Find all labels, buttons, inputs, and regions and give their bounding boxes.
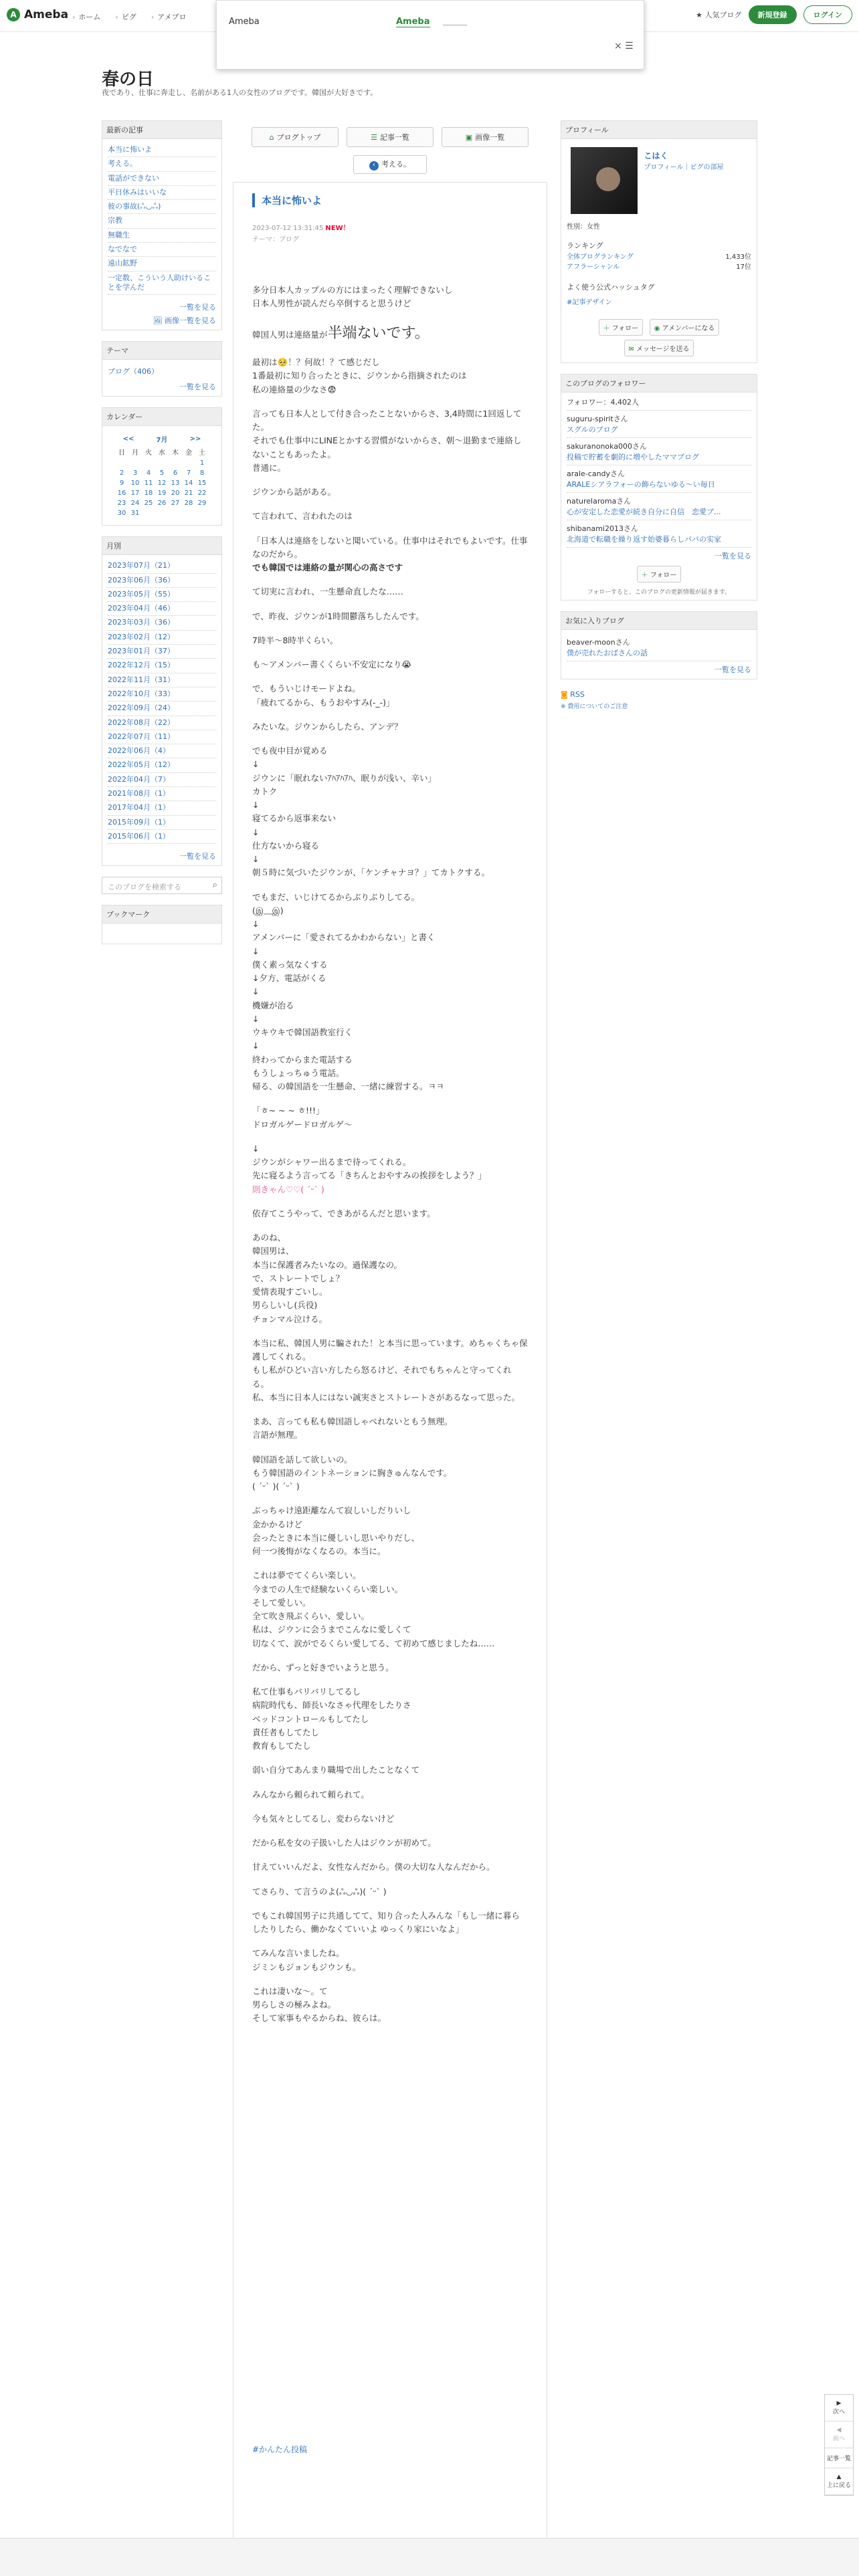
article-theme[interactable]: テーマ：ブログ <box>252 236 299 243</box>
nav-ameblo[interactable]: › アメブロ <box>151 11 187 22</box>
article-paragraph: でもこれ韓国男子に共通してて、知り合った人みんな「もし一緒に暮らしたりしたら、働かなくていいよ ゆっくり家にいなよ」 <box>252 1910 520 1935</box>
calendar-day <box>182 508 195 518</box>
favorites-more-link[interactable]: 一覧を見る <box>714 665 751 674</box>
follower-item[interactable] <box>567 411 751 438</box>
calendar-day[interactable]: 4 <box>146 469 151 477</box>
tab-article-list[interactable]: ☰ 記事一覧 <box>347 127 434 147</box>
monthly-list <box>102 555 221 848</box>
recent-article-item[interactable]: 考える。 <box>108 157 216 171</box>
recent-article-item[interactable]: 宗教 <box>108 214 216 228</box>
calendar-month: 7月 <box>156 437 168 445</box>
follow-button[interactable]: ＋ フォロー <box>599 319 644 336</box>
calendar-day[interactable]: 15 <box>197 479 207 488</box>
arrow-left-icon: ‹ <box>369 161 379 171</box>
article-paragraph: 韓国語を話して欲しいの。 もう韓国語のイントネーションに胸きゅんなんです。 ( ˊᵕˋ )( ˊᵕˋ ) <box>252 1454 452 1492</box>
calendar-day[interactable]: 26 <box>157 500 167 508</box>
follower-blog-title: ARALEシアラフォーの飾らないゆる〜い毎日 <box>567 480 715 489</box>
tab-image-list[interactable]: ▣ 画像一覧 <box>442 127 529 147</box>
article-paragraph: 7時半〜8時半くらい。 <box>252 635 339 645</box>
recent-article-item[interactable]: 無職生 <box>108 229 216 243</box>
image-icon: ▣ <box>465 133 473 142</box>
next-button[interactable]: ▶ 次へ <box>825 2395 853 2422</box>
article-paragraph: これは夢でてくらい楽しい。 今までの人生で経験ないくらい楽しい。 そして愛しい。 全て吹き飛ぶくらい、愛しい。 私は、ジウンに会うまでこんなに愛しくて 切なくて、涙がでるくらい愛してる、て初めて感じましたね…… <box>252 1570 495 1648</box>
recent-article-item[interactable]: 平日休みはいいな <box>108 186 216 200</box>
calendar-table <box>115 433 209 518</box>
follower-item[interactable] <box>567 438 751 465</box>
left-sidebar <box>102 120 222 955</box>
prev-button[interactable]: ◀ 前へ <box>825 2422 853 2448</box>
article-title[interactable]: 本当に怖いよ <box>252 193 528 207</box>
followers-list <box>567 411 751 548</box>
followers-box <box>561 374 757 601</box>
article-paragraph: 今も気々としてるし、変わらないけど <box>252 1813 395 1824</box>
profile-box <box>561 120 757 363</box>
ameba-logo-icon: A <box>7 8 20 21</box>
calendar-weekday: 金 <box>185 449 192 457</box>
article-list-button[interactable]: 記事一覧 <box>825 2448 853 2468</box>
popular-blog-link[interactable]: ★ 人気ブログ <box>696 11 742 19</box>
calendar-day[interactable]: 18 <box>144 490 153 498</box>
article-paragraph: 韓国人男は連絡量が半端ないです。 <box>252 324 430 342</box>
arrow-up-icon: ▲ <box>836 2474 842 2480</box>
footer <box>0 2538 859 2576</box>
calendar-prev[interactable]: << <box>122 435 134 443</box>
calendar-day[interactable]: 10 <box>130 479 140 488</box>
calendar-day[interactable]: 3 <box>132 469 138 477</box>
follower-blog-title: 心が安定した恋愛が続き自分に自信 恋愛ブ... <box>567 508 721 516</box>
popup-close-icon[interactable]: × ☰ <box>614 41 634 51</box>
nav-pigg[interactable]: › ピグ <box>115 11 136 22</box>
list-icon: ☰ <box>371 133 377 142</box>
follower-item[interactable] <box>567 465 751 493</box>
article-paragraph: で、もういじけモードよね。 「疲れてるから、もうおやすみ(-_-)」 <box>252 683 395 708</box>
calendar-day[interactable]: 30 <box>117 510 126 518</box>
calendar-day[interactable]: 22 <box>197 490 207 498</box>
rank-all-row: 全体ブログランキング 1,433位 <box>567 253 751 261</box>
article-paragraph: みたいな。ジウンからしたら、アンデ？ <box>252 721 403 732</box>
recent-images-link[interactable]: 🖼 画像一覧を見る <box>153 316 216 326</box>
blog-tabs <box>233 127 547 147</box>
article-paragraph: みんなから頼られて頼られて。 <box>252 1789 369 1800</box>
article-paragraph: ジウンから話がある。 <box>252 487 337 498</box>
recent-article-item[interactable]: 一定数、こういう人助けいることを学んだ <box>108 272 216 296</box>
monthly-archive-item[interactable]: 2023年07月（21） <box>108 559 216 573</box>
ranking-heading: ランキング <box>567 241 603 250</box>
bookmark-box <box>102 905 222 944</box>
recent-article-item[interactable]: 遠山鉱野 <box>108 257 216 271</box>
calendar-day <box>169 508 182 518</box>
bookmark-heading: ブックマーク <box>102 905 221 924</box>
follower-blog-title: 投稿で貯蓄を劇的に増やしたママブログ <box>567 453 699 461</box>
calendar-weekday: 月 <box>132 449 138 457</box>
favorites-heading: お気に入りブログ <box>561 612 757 630</box>
article-paragraph: 依存てこうやって、できあがるんだと思います。 <box>252 1208 436 1218</box>
blog-search-input[interactable]: このブログを検索する ⌕ <box>102 877 222 894</box>
calendar-weekday: 土 <box>199 449 205 457</box>
tab-blog-top[interactable]: ⌂ ブログトップ <box>252 127 339 147</box>
calendar-day <box>155 458 169 468</box>
monthly-archive-item[interactable]: 2023年03月（36） <box>108 616 216 630</box>
calendar-weekday: 木 <box>172 449 179 457</box>
calendar-day[interactable]: 1 <box>199 459 205 467</box>
calendar-day[interactable]: 25 <box>144 500 153 508</box>
calendar-day[interactable]: 5 <box>159 469 165 477</box>
right-floating-nav <box>824 2394 854 2496</box>
monthly-archive-item[interactable]: 2022年04月（7） <box>108 773 216 787</box>
calendar-day <box>115 458 128 468</box>
follower-blog-title: 北海道で転職を繰り返す始婆暮らしパパの实家 <box>567 535 721 544</box>
calendar-day <box>182 458 195 468</box>
calendar-day[interactable]: 14 <box>184 479 193 488</box>
monthly-archive-item[interactable]: 2023年04月（46） <box>108 602 216 616</box>
follower-name: arale-candyさん <box>567 469 626 478</box>
monthly-archive-item[interactable]: 2023年01月（37） <box>108 645 216 659</box>
calendar-day[interactable]: 2 <box>119 469 124 477</box>
calendar-day <box>142 458 155 468</box>
follower-item[interactable] <box>567 520 751 548</box>
main-content <box>233 127 547 2563</box>
rss-icon: ◙ <box>561 690 568 699</box>
calendar-weekday: 水 <box>159 449 165 457</box>
right-sidebar <box>561 120 757 710</box>
monthly-archive-item[interactable]: 2022年07月（11） <box>108 730 216 744</box>
article-paragraph: だから私を女の子扱いした人はジウンが初めて。 <box>252 1838 436 1848</box>
article-paragraph: 多分日本人カップルの方にはまったく理解できないし 日本人男性が読んだら卒倒すると思うけど <box>252 285 453 309</box>
header-popup <box>216 0 644 70</box>
article-paragraph: 最初は🥺！？何故！？て感じだし 1番最初に知り合ったときに、ジウンから指摘されたのは 私の連絡量の少なさ😨 <box>252 357 467 395</box>
monthly-archive-item[interactable]: 2023年06月（36） <box>108 574 216 588</box>
article-paragraph: でもまだ、いじけてるからぶりぶりしてる。 (இ﹏இ) ↓ アメンバーに「愛されてるかわからない」と書く ↓ 僕く素っ気なくする ↓夕方、電話がくる ↓ 機嫌が治る ↓ ウキウキで韓国語教室行く ↓ 終わってからまた電話する もうしょっちゅう電話。 帰る、の韓国語を一生懸命、一緒に練習する。ㅋㅋ <box>252 891 444 1092</box>
follower-name: naturelaromaさん <box>567 497 632 506</box>
monthly-archive-item[interactable]: 2022年12月（15） <box>108 659 216 673</box>
calendar-day <box>169 458 182 468</box>
article-paragraph: てみんな言いましたね。 ジミンもジョンもジウンも。 <box>252 1948 361 1972</box>
calendar-day[interactable]: 7 <box>186 469 191 477</box>
calendar-day[interactable]: 28 <box>184 500 193 508</box>
monthly-archive-item[interactable]: 2022年10月（33） <box>108 687 216 702</box>
monthly-box <box>102 536 222 866</box>
article-paragraph: 言っても日本人として付き合ったことないからさ、3,4時間に1回返してた。 それでも仕事中にLINEとかする習慣がないからさ、朝〜退勤まで連絡しないこともあったよ。 普通に。 <box>252 408 522 473</box>
recent-article-item[interactable]: 電話ができない <box>108 172 216 186</box>
article-paragraph: 本当に私、韓国人男に騙された！と本当に思っています。めちゃくちゃ保護してくれる。 もし私がひどい言い方したら怒るけど、それでもちゃんと守ってくれる。 私、本当に日本人にはない誠実さとストレートさがあるなって思った。 <box>252 1337 528 1402</box>
article-paragraph: ↓ ジウンがシャワー出るまで待ってくれる。 先に寝るよう言ってる「きちんとおやすみの挨拶をしよう？」 則きゃん♡♡( ˊᵕˋ ) <box>252 1143 487 1194</box>
article <box>233 182 547 2563</box>
calendar-day <box>128 458 142 468</box>
scroll-top-button[interactable]: ▲ 上に戻る <box>825 2468 853 2495</box>
follow-note: フォローすると、このブログの更新情報が届きます。 <box>587 589 731 596</box>
image-icon: 🖼 <box>153 316 163 326</box>
article-paragraph: これは凄いな〜。て 男らしさの極みよね。 そして家事もやるからね、彼らは。 <box>252 1985 387 2024</box>
monthly-archive-item[interactable]: 2022年06月（4） <box>108 744 216 758</box>
monthly-archive-item[interactable]: 2022年09月（24） <box>108 702 216 716</box>
follower-blog-title: スグルのブログ <box>567 425 618 434</box>
monthly-archive-item[interactable]: 2017年04月（1） <box>108 801 216 815</box>
calendar-day[interactable]: 27 <box>171 500 180 508</box>
mail-icon: ✉ <box>628 346 634 353</box>
calendar-day[interactable]: 20 <box>171 490 180 498</box>
amember-icon: ◉ <box>654 325 660 332</box>
blog-title[interactable]: 春の日 <box>102 70 155 90</box>
monthly-archive-item[interactable]: 2023年05月（55） <box>108 588 216 602</box>
calendar-day <box>155 508 169 518</box>
recent-articles-list <box>102 139 221 299</box>
article-paragraph: だから、ずっと好きでいようと思う。 <box>252 1662 394 1673</box>
message-button[interactable]: ✉ メッセージを送る <box>624 340 694 356</box>
article-body <box>252 284 528 2026</box>
follower-name: suguru-spiritさん <box>567 415 628 423</box>
avatar[interactable] <box>571 147 638 214</box>
calendar-day[interactable]: 29 <box>197 500 207 508</box>
article-paragraph: まあ、言っても私も韓国語しゃべれないともう無理。 言語が無理。 <box>252 1416 453 1440</box>
calendar-day[interactable]: 12 <box>157 479 167 488</box>
plus-icon: ＋ <box>603 325 610 332</box>
profile-links[interactable]: プロフィール｜ピグの部屋 <box>644 164 724 171</box>
follow-button-2[interactable]: ＋ フォロー <box>637 566 682 582</box>
header-nav <box>72 11 187 22</box>
crown-icon: ★ <box>696 11 703 19</box>
calendar-day[interactable]: 24 <box>130 500 140 508</box>
calendar-weekday: 日 <box>118 449 125 457</box>
theme-item[interactable]: ブログ（406） <box>108 367 159 377</box>
profile-gender: 性別：女性 <box>567 223 600 231</box>
plus-icon: ＋ <box>641 572 648 579</box>
article-paragraph: も〜アメンバー書くくらい不安定になり😭 <box>252 659 411 670</box>
hashtag-link[interactable]: #記事デザイン <box>567 299 612 306</box>
article-paragraph: 「ㅎ~ ~ ~ ㅎ!!!」 ドロガルゲードロガルゲ〜 <box>252 1105 353 1130</box>
followers-more-link[interactable]: 一覧を見る <box>714 552 751 560</box>
followers-heading: このブログのフォロワー <box>561 374 757 393</box>
login-button[interactable]: ログイン <box>803 5 852 24</box>
hashtag-heading: よく使う公式ハッシュタグ <box>567 283 655 292</box>
article-paragraph: て言われて、言われたのは <box>252 511 353 522</box>
calendar-day[interactable]: 8 <box>199 469 205 477</box>
blog-description: 夜であり、仕事に奔走し、名前がある1人の女性のブログです。韓国が大好きです。 <box>102 88 378 97</box>
article-hashtag[interactable]: #かんたん投稿 <box>252 2445 308 2454</box>
calendar-day[interactable]: 16 <box>117 490 126 498</box>
calendar-day[interactable]: 23 <box>117 500 126 508</box>
theme-heading: テーマ <box>102 342 221 360</box>
play-icon: ▶ <box>836 2400 842 2407</box>
article-paragraph: 弱い自分てあんまり職場で出したことなくて <box>252 1765 420 1776</box>
calendar-day <box>142 508 155 518</box>
calendar-day[interactable]: 19 <box>157 490 167 498</box>
monthly-archive-item[interactable]: 2022年08月（22） <box>108 716 216 730</box>
rss-link[interactable]: ◙ RSS <box>561 690 585 699</box>
rss-note[interactable]: ※ 費用についてのご注意 <box>561 704 628 710</box>
new-badge: NEW！ <box>325 225 350 232</box>
monthly-archive-item[interactable]: 2015年09月（1） <box>108 816 216 830</box>
search-icon[interactable]: ⌕ <box>212 880 217 891</box>
article-paragraph: てさらり、て言うのよ(ஃ◡ஃ)( ˊᵕˋ ) <box>252 1886 387 1897</box>
calendar-day[interactable]: 11 <box>144 479 153 488</box>
recent-article-item[interactable]: 彼の事故(ஃ◡ஃ) <box>108 200 216 214</box>
recent-articles-heading: 最新の記事 <box>102 121 221 139</box>
monthly-archive-item[interactable]: 2023年02月（12） <box>108 631 216 645</box>
article-paragraph: て切実に言われ、一生懸命直したな…… <box>252 586 403 597</box>
calendar-day <box>195 508 209 518</box>
follower-name: sakuranonoka000さん <box>567 442 648 451</box>
recent-article-item[interactable]: なでなで <box>108 243 216 257</box>
followers-count: フォロワー：4,402人 <box>567 397 751 411</box>
recent-articles-box <box>102 120 222 330</box>
article-paragraph: 私て仕事もバリバリしてるし 病院時代も、師長いなさゃ代理をしたりさ ベッドコントロールもしてたし 責任者もしてたし 教育もしてたし <box>252 1687 411 1751</box>
article-paragraph: でも夜中目が覚める ↓ ジウンに「眠れないｱﾊｱﾊｱﾊ、眠りが浅い、辛い」 カトク ↓ 寝てるから返事来ない ↓ 仕方ないから寝る ↓ 朝５時に気づいたジウンが、「ケンチャナヨ？」てカトクする。 <box>252 746 490 878</box>
monthly-archive-item[interactable]: 2022年11月（31） <box>108 673 216 687</box>
calendar-day[interactable]: 9 <box>119 479 124 488</box>
recent-article-item[interactable]: 本当に怖いよ <box>108 143 216 157</box>
calendar-day[interactable]: 21 <box>184 490 193 498</box>
theme-nav-button[interactable]: ‹ 考える。 <box>353 155 427 174</box>
calendar-box <box>102 407 222 526</box>
calendar-day[interactable]: 17 <box>130 490 140 498</box>
article-paragraph: あのね、 韓国男は、 本当に保護者みたいなの。過保護なの。 で、ストレートでしょ？ 愛情表現すごいし。 男らしいし(兵役) チョンマル泣ける。 <box>252 1232 403 1324</box>
monthly-archive-item[interactable]: 2022年05月（12） <box>108 758 216 772</box>
rank-genre-row: アフラーシャンル 17位 <box>567 263 751 271</box>
article-paragraph: 「日本人は連絡をしないと聞いている。仕事中はそれでもよいです。仕事なのだから。 でも韓国では連絡の量が関心の高さです <box>252 535 528 573</box>
home-icon: ⌂ <box>269 133 274 142</box>
article-meta: 2023-07-12 13:31:45 NEW！ <box>252 225 350 232</box>
article-paragraph: で、昨夜、ジウンが1時間鬱落ちしたんです。 <box>252 611 424 621</box>
nav-home[interactable]: › ホーム <box>72 11 100 22</box>
ameba-logo[interactable]: A Ameba <box>7 8 68 21</box>
profile-name[interactable]: こはく <box>644 151 668 160</box>
monthly-archive-item[interactable]: 2015年06月（1） <box>108 830 216 844</box>
theme-box <box>102 341 222 397</box>
amember-button[interactable]: ◉ アメンバーになる <box>650 319 720 336</box>
popup-link[interactable]: Ameba <box>396 17 430 27</box>
calendar-day[interactable]: 6 <box>173 469 178 477</box>
calendar-next[interactable]: >> <box>189 435 201 443</box>
favorites-box <box>561 611 757 679</box>
theme-more-link[interactable]: 一覧を見る <box>179 383 216 392</box>
popup-title: Ameba <box>229 17 260 27</box>
calendar-day[interactable]: 31 <box>130 510 140 518</box>
article-paragraph: ぶっちゃけ遠距離なんて寂しいしだりいし 金かかるけど 会ったときに本当に優しいし思いやりだし、 何一つ後悔がなくなるの。本当に。 <box>252 1505 420 1557</box>
profile-heading: プロフィール <box>561 121 757 139</box>
monthly-archive-item[interactable]: 2021年08月（1） <box>108 787 216 801</box>
header-actions <box>696 5 852 24</box>
monthly-heading: 月別 <box>102 537 221 555</box>
calendar-weekday: 火 <box>145 449 152 457</box>
article-paragraph: 甘えていいんだよ、女性なんだから。僕の大切な人なんだから。 <box>252 1862 495 1872</box>
follower-item[interactable] <box>567 493 751 520</box>
register-button[interactable]: 新規登録 <box>749 5 797 24</box>
follower-name: shibanami2013さん <box>567 524 638 533</box>
back-icon: ◀ <box>836 2427 842 2434</box>
calendar-day[interactable]: 13 <box>171 479 180 488</box>
recent-more-link[interactable]: 一覧を見る <box>179 303 216 312</box>
article-emphasis: 半端ないです。 <box>327 324 430 342</box>
calendar-heading: カレンダー <box>102 408 221 426</box>
monthly-more-link[interactable]: 一覧を見る <box>179 852 216 861</box>
favorite-item[interactable]: beaver-moonさん 僕が売れたおばさんの話 <box>567 634 751 661</box>
